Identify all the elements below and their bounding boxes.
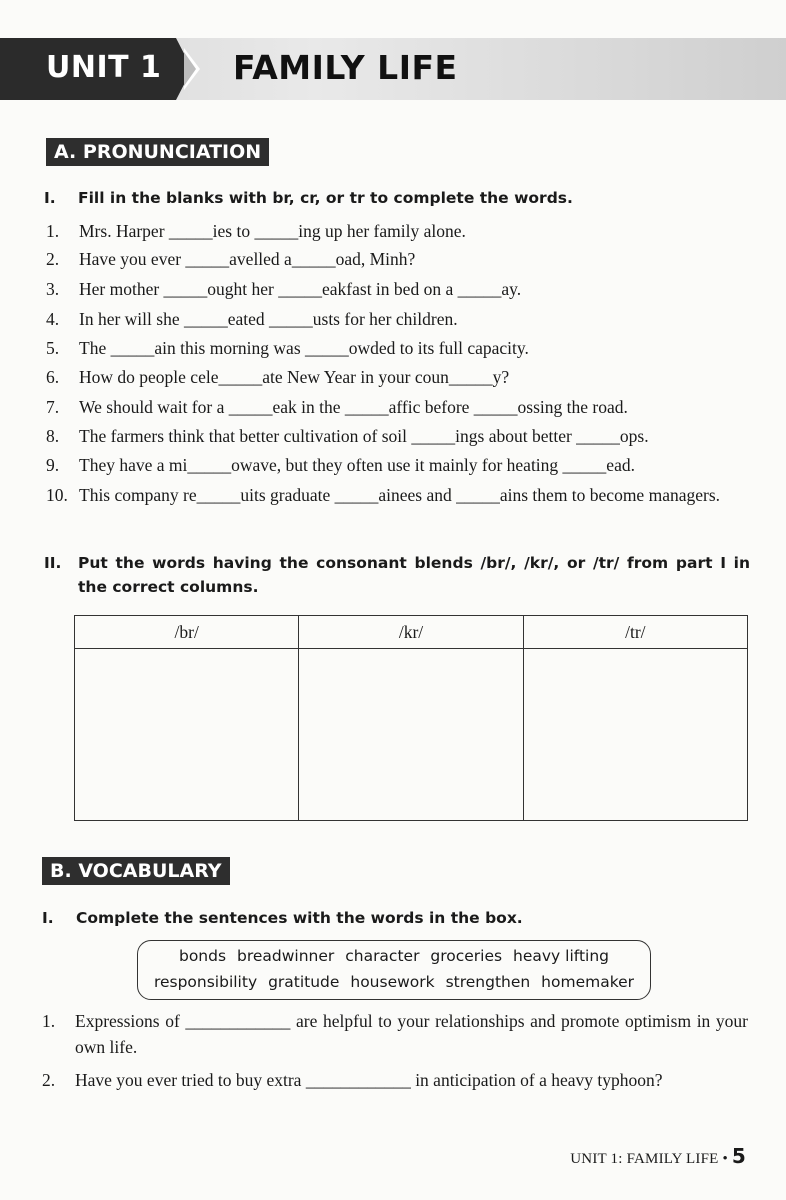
exercise-item	[46, 423, 750, 449]
item-text: This company re_____uits graduate _____ainees and _____ains them to become managers.	[79, 485, 721, 505]
item-text: Her mother _____ought her _____eakfast in bed on a _____ay.	[79, 279, 522, 299]
exercise-item	[46, 452, 750, 478]
item-text: Have you ever tried to buy extra ____________ in anticipation of a heavy typhoon?	[75, 1070, 663, 1090]
word-box	[137, 940, 651, 1000]
column-header-br: /br/	[75, 616, 299, 649]
item-text: We should wait for a _____eak in the _____affic before _____ossing the road.	[79, 397, 628, 417]
running-title: UNIT 1: FAMILY LIFE •	[570, 1151, 728, 1167]
word-item: character	[345, 947, 420, 965]
item-number: 1.	[42, 1011, 56, 1031]
vocab-item	[42, 1008, 748, 1060]
exercise-item	[46, 335, 750, 361]
exercise-item	[46, 276, 750, 302]
answer-cell-tr[interactable]	[523, 649, 747, 821]
item-text: Mrs. Harper _____ies to _____ing up her family alone.	[79, 221, 466, 241]
exercise-item	[46, 482, 750, 508]
word-item: groceries	[430, 947, 503, 965]
item-text: Expressions of ____________ are helpful to your relationships and promote optimism in your own life.	[75, 1011, 748, 1057]
answer-cell-kr[interactable]	[299, 649, 523, 821]
instruction-text: Put the words having the consonant blends /br/, /kr/, or /tr/ from part I in the correct columns.	[78, 554, 750, 596]
exercise-item	[46, 306, 750, 332]
item-text: The _____ain this morning was _____owded to its full capacity.	[79, 338, 529, 358]
word-item: responsibility	[153, 973, 258, 991]
item-number: 3.	[46, 279, 60, 299]
answer-cell-br[interactable]	[75, 649, 299, 821]
part-roman-numeral: I.	[44, 189, 56, 207]
item-text: How do people cele_____ate New Year in your coun_____y?	[79, 367, 510, 387]
section-a-heading: A. PRONUNCIATION	[46, 138, 269, 166]
part-roman-numeral: I.	[42, 909, 54, 927]
item-number: 8.	[46, 426, 60, 446]
column-header-kr: /kr/	[299, 616, 523, 649]
item-text: The farmers think that better cultivation of soil _____ings about better _____ops.	[79, 426, 649, 446]
word-item: bonds	[178, 947, 227, 965]
item-number: 9.	[46, 455, 60, 475]
vocab-item	[42, 1067, 748, 1093]
instruction-text: Fill in the blanks with br, cr, or tr to complete the words.	[78, 189, 573, 207]
page-footer	[570, 1144, 746, 1168]
section-b-heading: B. VOCABULARY	[42, 857, 230, 885]
part-roman-numeral: II.	[44, 554, 62, 572]
item-number: 7.	[46, 397, 60, 417]
word-box-row	[138, 969, 650, 995]
vocab-part-1-instruction	[42, 906, 748, 930]
item-text: Have you ever _____avelled a_____oad, Minh?	[79, 249, 416, 269]
exercise-item	[46, 364, 750, 390]
word-item: strengthen	[445, 973, 531, 991]
instruction-text: Complete the sentences with the words in the box.	[76, 909, 523, 927]
item-number: 2.	[42, 1070, 56, 1090]
exercise-item	[46, 218, 750, 244]
chevron-inner-shape	[184, 52, 196, 86]
part-2-instruction	[44, 551, 750, 599]
page-number: 5	[731, 1144, 746, 1168]
word-item: breadwinner	[236, 947, 335, 965]
exercise-item	[46, 246, 750, 272]
consonant-blends-table	[74, 615, 748, 821]
word-item: housework	[350, 973, 435, 991]
word-item: homemaker	[541, 973, 635, 991]
item-number: 10.	[46, 485, 68, 505]
item-number: 6.	[46, 367, 60, 387]
part-1-instruction	[44, 186, 750, 210]
item-text: In her will she _____eated _____usts for her children.	[79, 309, 458, 329]
word-item: heavy lifting	[513, 947, 610, 965]
item-number: 1.	[46, 221, 60, 241]
item-number: 4.	[46, 309, 60, 329]
word-item: gratitude	[268, 973, 340, 991]
unit-number: UNIT 1	[46, 50, 162, 85]
column-header-tr: /tr/	[523, 616, 747, 649]
item-text: They have a mi_____owave, but they often use it mainly for heating _____ead.	[79, 455, 635, 475]
exercise-item	[46, 394, 750, 420]
word-box-row	[138, 943, 650, 969]
unit-title: FAMILY LIFE	[233, 48, 458, 87]
item-number: 2.	[46, 249, 60, 269]
item-number: 5.	[46, 338, 60, 358]
